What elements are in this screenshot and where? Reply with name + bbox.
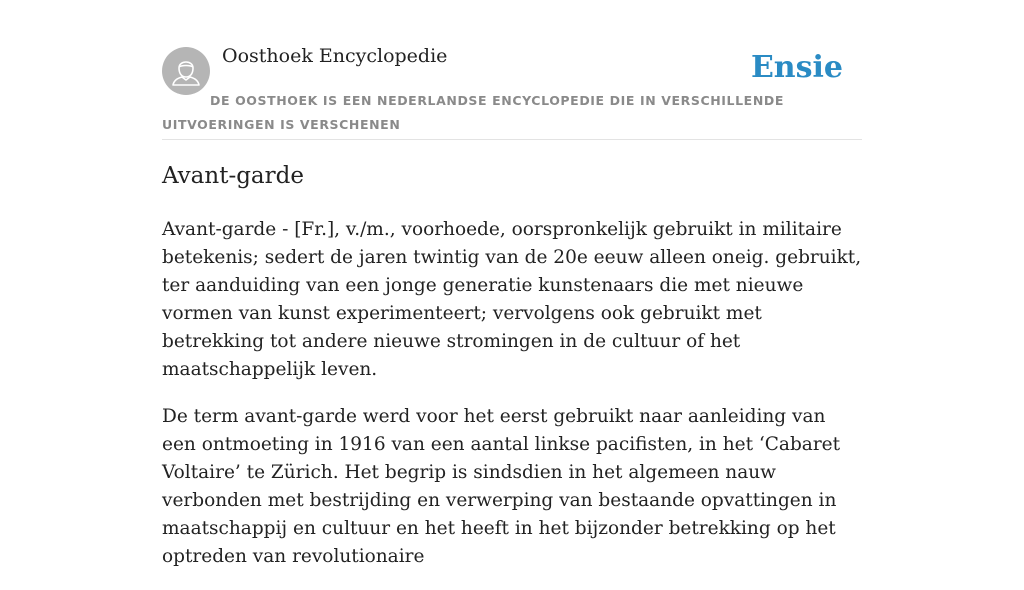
page [162, 0, 862, 567]
user-avatar-icon[interactable] [162, 47, 210, 95]
article-paragraph: De term avant-garde werd voor het eerst gebruikt naar aanleiding van een ontmoeting in 1916 van een aantal linkse pacifisten, in het ‘Cabaret Voltaire’ te Zürich. Het begrip is sindsdien in het algemeen nauw verbonden met bestrijding en verwerping van bestaande opvattingen in maatschappij en cultuur en het heeft in het bijzonder betrekking op het optreden van revolutionaire [162, 406, 841, 567]
article-body [162, 216, 862, 590]
article-title: Avant-garde [162, 163, 304, 189]
header [162, 0, 862, 140]
site-title[interactable]: Oosthoek Encyclopedie [222, 45, 448, 67]
site-tagline: DE OOSTHOEK IS EEN NEDERLANDSE ENCYCLOPEDIE DIE IN VERSCHILLENDE UITVOERINGEN IS VERSCHENEN [162, 93, 784, 132]
article-paragraph: Avant-garde - [Fr.], v./m., voorhoede, oorspronkelijk gebruikt in militaire betekenis; sedert de jaren twintig van de 20e eeuw alleen oneig. gebruikt, ter aanduiding van een jonge generatie kunstenaars die met nieuwe vormen van kunst experimenteert; vervolgens ook gebruikt met betrekking tot andere nieuwe stromingen in de cultuur of het maatschappelijk leven. [162, 219, 862, 380]
brand-logo[interactable]: Ensie [750, 50, 843, 85]
